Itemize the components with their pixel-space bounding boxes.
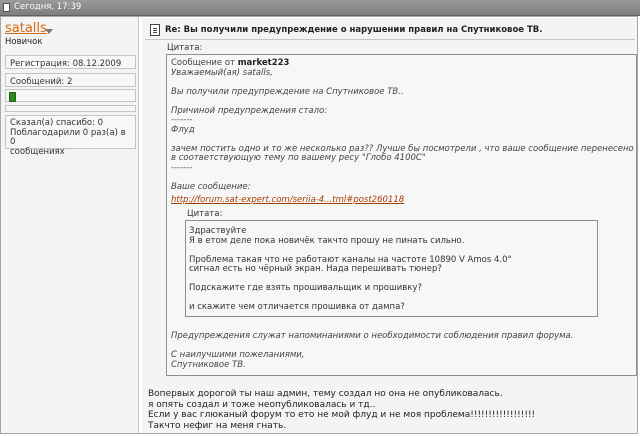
title-divider: [145, 39, 635, 40]
spacer-box: [5, 105, 136, 112]
thanks-info: Сказал(а) спасибо: 0 Поблагодарили 0 раз(а) в 0 сообщениях: [5, 115, 136, 149]
user-rank: Новичок: [5, 37, 43, 47]
quote-text: Сообщение от market223 Уважаемый(ая) satalls, Вы получили предупреждение на Спутниковое ТВ.. Причиной предупреждения стало: ------- Флуд зачем постить одно и то же несколько раз?? Лучше бы посмотрели , что ваше сообщение перенесено в соответствующую тему по вашему ресу "Глобо 4100С" ------- Ваше сообщение:: [171, 58, 634, 192]
username-link[interactable]: satalls: [5, 21, 47, 36]
quote-footer-text: Предупреждения служат напоминаниями о необходимости соблюдения правил форума. С наилучшими пожеланиями, Спутниковое ТВ.: [171, 331, 574, 370]
inner-quote-label: Цитата:: [187, 209, 223, 219]
post-header-bar: [0, 0, 640, 16]
inner-quote-text: Здраствуйте Я в етом деле пока новичёк такчто прошу не пинать сильно. Проблема такая что не работают каналы на частоте 10890 V Amos 4.0° сигнал есть но чёрный экран. Нада перешивать тюнер? Подскажите где взять прошивальщик и прошивку? и скажите чем отличается прошивка от дампа?: [189, 226, 512, 312]
post-body-text: Вопервых дорогой ты наш админ, тему создал но она не опубликовалась. я опять создал и тоже неопубликовалась и тд.. Если у вас глюканый форум то ето не мой флуд и не моя проблема!!!!!!!!!!!!!!!!!! Такчто нефиг на меня гнать.: [148, 389, 536, 431]
user-menu-chevron-down-icon[interactable]: [45, 29, 53, 34]
quote-label: Цитата:: [167, 43, 203, 53]
registration-info: Регистрация: 08.12.2009: [5, 55, 136, 69]
reputation-icon: [9, 92, 16, 102]
quoted-post-link[interactable]: http://forum.sat-expert.com/seriia-4...tml#post260118: [171, 195, 405, 205]
post-date: Сегодня, 17:39: [14, 2, 82, 12]
reputation-box: [5, 89, 136, 102]
post-document-icon: [3, 3, 10, 12]
post-title: Re: Вы получили предупреждение о нарушении правил на Спутниковое ТВ.: [165, 25, 543, 35]
post-title-document-icon: [150, 24, 160, 36]
posts-count: Сообщений: 2: [5, 73, 136, 87]
